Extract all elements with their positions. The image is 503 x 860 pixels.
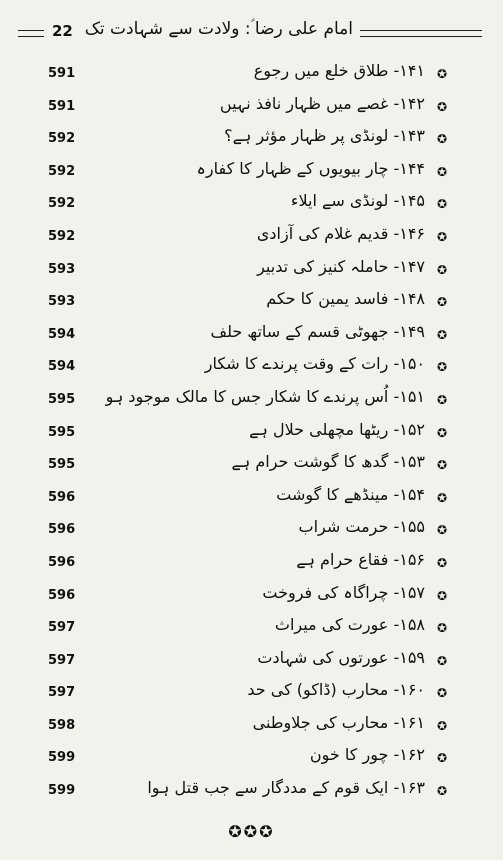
toc-row (0, 710, 503, 743)
star-bullet-icon: ✪ (436, 490, 447, 505)
toc-title: ۱۵۵- حرمت شراب (298, 517, 425, 537)
toc-page: 597 (48, 652, 76, 668)
star-bullet-icon: ✪ (436, 197, 447, 212)
star-bullet-icon: ✪ (436, 621, 447, 636)
footer-ornament-icon: ✪✪✪ (228, 822, 275, 841)
toc-title: ۱۶۲- چور کا خون (309, 745, 425, 765)
toc-title: ۱۴۴- چار بیویوں کے ظہار کا کفارہ (196, 158, 425, 178)
star-bullet-icon: ✪ (436, 262, 447, 277)
toc-row (0, 91, 503, 124)
toc-page: 597 (48, 620, 76, 636)
toc-row (0, 580, 503, 613)
toc-row (0, 123, 503, 156)
toc-title: ۱۴۹- جھوٹی قسم کے ساتھ حلف (210, 321, 425, 341)
toc-title: ۱۶۳- ایک قوم کے مددگار سے جب قتل ہوا (147, 778, 425, 798)
star-bullet-icon: ✪ (436, 99, 447, 114)
toc-title: ۱۵۳- گدھ کا گوشت حرام ہے (231, 452, 425, 472)
book-title: امام علی رضا ؑ: ولادت سے شہادت تک (84, 19, 353, 39)
toc-page: 596 (48, 554, 76, 570)
toc-page: 595 (48, 391, 76, 407)
star-bullet-icon: ✪ (436, 686, 447, 701)
toc-page: 595 (48, 424, 76, 440)
toc-row (0, 775, 503, 808)
toc-row (0, 156, 503, 189)
star-bullet-icon: ✪ (436, 784, 447, 799)
star-bullet-icon: ✪ (436, 751, 447, 766)
toc-row (0, 612, 503, 645)
toc-row (0, 286, 503, 319)
toc-page: 593 (48, 294, 76, 310)
toc-row (0, 351, 503, 384)
toc-title: ۱۵۲- ریٹھا مچھلی حلال ہے (249, 419, 425, 439)
star-bullet-icon: ✪ (436, 327, 447, 342)
star-bullet-icon: ✪ (436, 523, 447, 538)
toc-page: 592 (48, 196, 76, 212)
toc-row (0, 514, 503, 547)
toc-row (0, 58, 503, 91)
toc-title: ۱۵۷- چراگاہ کی فروخت (262, 582, 425, 602)
toc-title: ۱۴۵- لونڈی سے ایلاء (290, 191, 425, 211)
toc-page: 596 (48, 522, 76, 538)
star-bullet-icon: ✪ (436, 132, 447, 147)
toc-title: ۱۵۱- اُس پرندے کا شکار جس کا مالک موجود ہو (105, 386, 425, 406)
toc-page: 599 (48, 783, 76, 799)
toc-title: ۱۴۶- قدیم غلام کی آزادی (256, 223, 425, 243)
toc-page: 596 (48, 489, 76, 505)
toc-page: 595 (48, 457, 76, 473)
toc-row (0, 677, 503, 710)
toc-row (0, 384, 503, 417)
toc-title: ۱۴۸- فاسد یمین کا حکم (266, 289, 425, 309)
toc-title: ۱۵۶- فقاع حرام ہے (296, 549, 425, 569)
toc-page: 594 (48, 359, 76, 375)
star-bullet-icon: ✪ (436, 458, 447, 473)
toc-row (0, 742, 503, 775)
toc-row (0, 449, 503, 482)
toc-title: ۱۴۲- غصے میں ظہار نافذ نہیں (219, 93, 425, 113)
star-bullet-icon: ✪ (436, 295, 447, 310)
star-bullet-icon: ✪ (436, 588, 447, 603)
star-bullet-icon: ✪ (436, 392, 447, 407)
toc-row (0, 482, 503, 515)
page-number: 22 (52, 22, 73, 40)
toc-row (0, 417, 503, 450)
toc-row (0, 254, 503, 287)
toc-title: ۱۴۷- حاملہ کنیز کی تدبیر (257, 256, 425, 276)
star-bullet-icon: ✪ (436, 67, 447, 81)
toc-row (0, 319, 503, 352)
toc-page: 597 (48, 685, 76, 701)
toc-title: ۱۶۱- محارب کی جلاوطنی (252, 712, 425, 732)
toc-title: ۱۵۹- عورتوں کی شہادت (257, 647, 425, 667)
toc-page: 591 (48, 98, 76, 114)
toc-row (0, 645, 503, 678)
toc-row (0, 221, 503, 254)
star-bullet-icon: ✪ (436, 360, 447, 375)
toc-title: ۱۴۳- لونڈی پر ظہار مؤثر ہے؟ (224, 126, 425, 146)
toc-page: 594 (48, 326, 76, 342)
toc-page: 593 (48, 261, 76, 277)
star-bullet-icon: ✪ (436, 164, 447, 179)
page-header (0, 16, 503, 50)
table-of-contents (0, 58, 503, 808)
toc-row (0, 547, 503, 580)
toc-page: 591 (48, 66, 76, 81)
star-bullet-icon: ✪ (436, 425, 447, 440)
toc-page: 592 (48, 228, 76, 244)
star-bullet-icon: ✪ (436, 718, 447, 733)
toc-title: ۱۵۴- مینڈھے کا گوشت (276, 484, 425, 504)
toc-page: 599 (48, 750, 76, 766)
toc-page: 592 (48, 163, 76, 179)
toc-page: 598 (48, 717, 76, 733)
star-bullet-icon: ✪ (436, 555, 447, 570)
star-bullet-icon: ✪ (436, 653, 447, 668)
toc-page: 596 (48, 587, 76, 603)
toc-row (0, 188, 503, 221)
toc-page: 592 (48, 131, 76, 147)
star-bullet-icon: ✪ (436, 229, 447, 244)
toc-title: ۱۴۱- طلاق خلع میں رجوع (253, 61, 425, 80)
toc-title: ۱۶۰- محارب (ڈاکو) کی حد (247, 680, 425, 700)
toc-title: ۱۵۸- عورت کی میراث (274, 615, 425, 635)
header-rule-right (360, 30, 482, 37)
header-rule-left (18, 30, 44, 37)
toc-title: ۱۵۰- رات کے وقت پرندے کا شکار (204, 354, 425, 374)
